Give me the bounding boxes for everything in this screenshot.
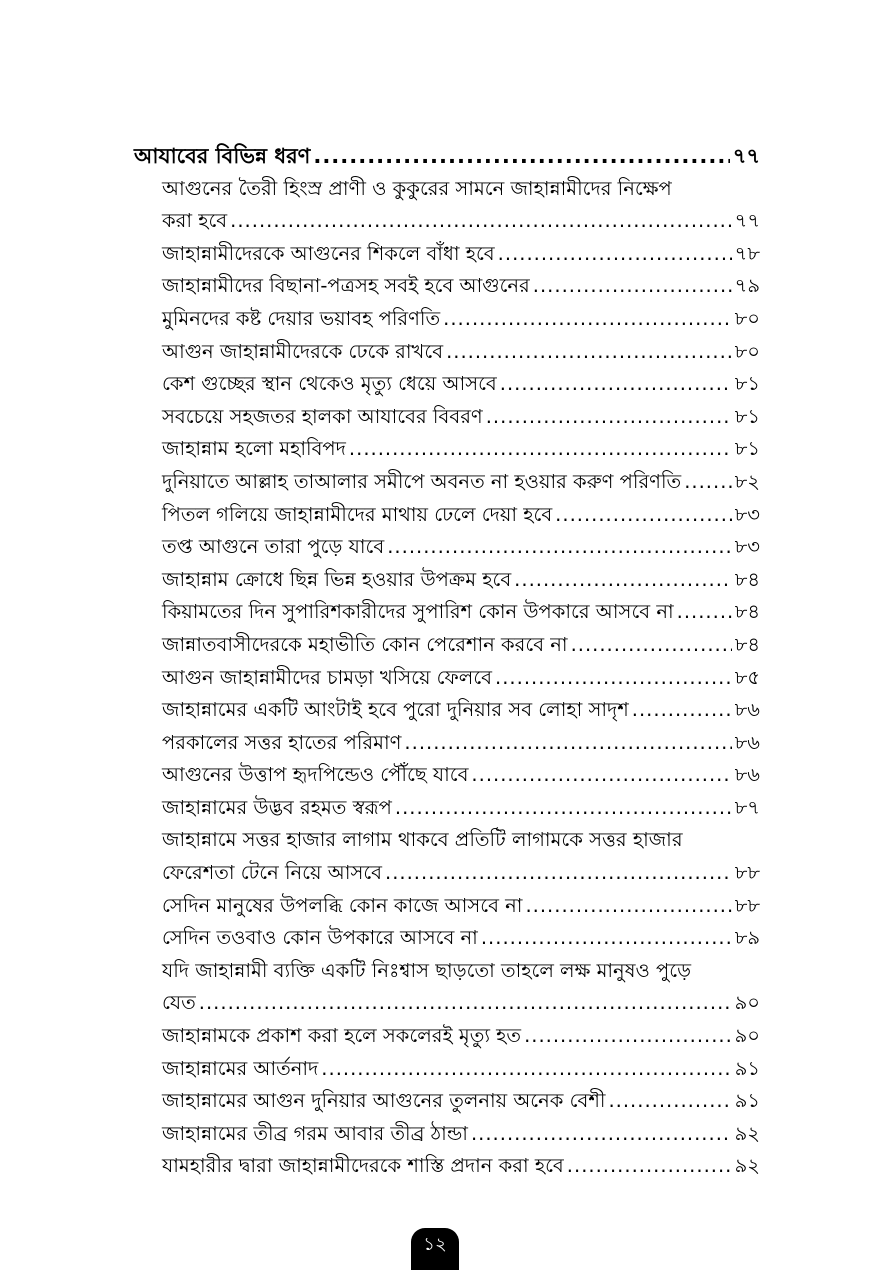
toc-entry	[134, 466, 760, 499]
toc-entry-page: ৭৯	[734, 274, 760, 298]
dot-leader	[481, 922, 732, 955]
toc-entry	[134, 173, 760, 238]
dot-leader	[387, 531, 731, 564]
toc-entry-page: ৮৪	[734, 567, 760, 591]
dot-leader	[349, 433, 732, 466]
toc-entry	[134, 303, 760, 336]
dot-leader	[230, 205, 731, 238]
toc-entry-title: আগুন জাহান্নামীদেরকে ঢেকে রাখবে	[162, 339, 444, 363]
toc-entry-title: জাহান্নাম ক্রোধে ছিন্ন ভিন্ন হওয়ার উপক্রম হবে	[162, 567, 512, 591]
dot-leader	[446, 336, 732, 369]
toc-entry-page: ৮০	[734, 306, 760, 330]
toc-entry-title: জাহান্নামের তীব্র গরম আবার তীব্র ঠান্ডা	[162, 1121, 468, 1145]
page-number: ১২	[423, 1234, 447, 1255]
toc-entry	[134, 694, 760, 727]
dot-leader	[498, 238, 732, 271]
toc-entry-title: জাহান্নামীদেরকে আগুনের শিকলে বাঁধা হবে	[162, 241, 495, 265]
dot-leader	[321, 1053, 731, 1086]
toc-entry-title: জাহান্নামের আর্তনাদ	[162, 1056, 319, 1080]
section-title: আযাবের বিভিন্ন ধরণ	[134, 144, 311, 168]
dot-leader	[555, 499, 731, 532]
toc-entry-title: ফেরেশতা টেনে নিয়ে আসবে	[162, 861, 383, 885]
toc-entry	[134, 629, 760, 662]
toc-entry	[134, 1053, 760, 1086]
toc-entries	[134, 173, 760, 1183]
toc-entry-page: ৮৪	[734, 600, 760, 624]
toc-entry-title: জাহান্নামে সত্তর হাজার লাগাম থাকবে প্রতিটি লাগামকে সত্তর হাজার	[162, 828, 683, 852]
toc-entry	[134, 531, 760, 564]
toc-entry	[134, 270, 760, 303]
toc-entry-title: কিয়ামতের দিন সুপারিশকারীদের সুপারিশ কোন উপকারে আসবে না	[162, 600, 674, 624]
section-page: ৭৭	[732, 144, 760, 168]
dot-leader	[632, 694, 732, 727]
dot-leader	[486, 401, 732, 434]
toc-entry-title: জাহান্নামের উদ্ভব রহমত স্বরূপ	[162, 795, 392, 819]
toc-entry-title: জাহান্নামের একটি আংটাই হবে পুরো দুনিয়ার সব লোহা সাদৃশ	[162, 698, 629, 722]
dot-leader	[443, 303, 732, 336]
toc-entry-page: ৮৮	[734, 893, 760, 917]
toc-entry-page: ৯১	[734, 1089, 760, 1113]
toc-entry-title: দুনিয়াতে আল্লাহ তাআলার সমীপে অবনত না হওয়ার করুণ পরিণতি	[162, 469, 682, 493]
toc-entry-title: কেশ গুচ্ছের স্থান থেকেও মৃত্যু ধেয়ে আসবে	[162, 372, 497, 396]
toc-entry	[134, 336, 760, 369]
dot-leader	[313, 140, 729, 173]
dot-leader	[524, 1020, 732, 1053]
dot-leader	[471, 1118, 732, 1151]
toc-entry	[134, 499, 760, 532]
toc-entry-page: ৯২	[734, 1121, 760, 1145]
toc-entry-title: সবচেয়ে সহজতর হালকা আযাবের বিবরণ	[162, 404, 483, 428]
toc-entry-title: পরকালের সত্তর হাতের পরিমাণ	[162, 730, 402, 754]
toc-entry	[134, 1118, 760, 1151]
toc-entry	[134, 238, 760, 271]
toc-entry-page: ৯১	[734, 1056, 760, 1080]
toc-section-heading	[134, 140, 760, 173]
dot-leader	[471, 759, 731, 792]
toc-entry-page: ৮১	[734, 372, 760, 396]
toc-entry-page: ৭৮	[734, 241, 760, 265]
dot-leader	[571, 629, 732, 662]
toc-entry-title: জাহান্নামীদের বিছানা-পত্রসহ সবই হবে আগুনের	[162, 274, 530, 298]
toc-entry	[134, 433, 760, 466]
toc-entry-page: ৮৯	[734, 926, 760, 950]
toc-entry-title: যামহারীর দ্বারা জাহান্নামীদেরকে শাস্তি প্রদান করা হবে	[162, 1154, 564, 1178]
dot-leader	[567, 1150, 732, 1183]
page-number-tab	[411, 1228, 459, 1270]
toc-entry-title: জাহান্নামের আগুন দুনিয়ার আগুনের তুলনায় অনেক বেশী	[162, 1089, 606, 1113]
toc-entry	[134, 662, 760, 695]
toc-entry	[134, 727, 760, 760]
toc-entry-page: ৮৪	[734, 632, 760, 656]
dot-leader	[395, 792, 732, 825]
dot-leader	[199, 987, 732, 1020]
toc-entry-page: ৯২	[734, 1154, 760, 1178]
toc-entry-title: তপ্ত আগুনে তারা পুড়ে যাবে	[162, 535, 385, 559]
toc-entry-title: সেদিন মানুষের উপলব্ধি কোন কাজে আসবে না	[162, 893, 523, 917]
toc-entry-title: যদি জাহান্নামী ব্যক্তি একটি নিঃশ্বাস ছাড়তো তাহলে লক্ষ মানুষও পুড়ে	[162, 958, 691, 982]
toc-entry-page: ৮৬	[734, 763, 760, 787]
toc-entry	[134, 1085, 760, 1118]
toc-entry-page: ৮৬	[734, 730, 760, 754]
toc-entry-page: ৮৫	[734, 665, 760, 689]
dot-leader	[525, 890, 731, 923]
toc-entry-page: ৮২	[734, 469, 760, 493]
toc-entry-title: জাহান্নামকে প্রকাশ করা হলে সকলেরই মৃত্যু হত	[162, 1024, 522, 1048]
toc-entry-title: আগুন জাহান্নামীদের চামড়া খসিয়ে ফেলবে	[162, 665, 493, 689]
dot-leader	[495, 662, 732, 695]
toc-entry-page: ৮৮	[734, 861, 760, 885]
toc-entry-page: ৮৩	[734, 502, 760, 526]
dot-leader	[500, 368, 732, 401]
toc-entry-page: ৮৬	[734, 698, 760, 722]
toc-entry	[134, 401, 760, 434]
toc-entry-page: ৮১	[734, 437, 760, 461]
toc-entry	[134, 368, 760, 401]
toc-entry	[134, 564, 760, 597]
toc-entry	[134, 596, 760, 629]
dot-leader	[514, 564, 732, 597]
toc-entry	[134, 955, 760, 1020]
toc-entry-title: জান্নাতবাসীদেরকে মহাভীতি কোন পেরেশান করবে না	[162, 632, 568, 656]
toc-entry-title: আগুনের উত্তাপ হৃদপিন্ডেও পৌঁছে যাবে	[162, 763, 469, 787]
toc-entry	[134, 922, 760, 955]
toc-entry-title: করা হবে	[162, 209, 228, 233]
toc-entry-page: ৮১	[734, 404, 760, 428]
toc-entry	[134, 759, 760, 792]
toc-entry-page: ৯০	[734, 991, 760, 1015]
toc-entry-page: ৮৭	[734, 795, 760, 819]
toc-entry-title: জাহান্নাম হলো মহাবিপদ	[162, 437, 346, 461]
toc-entry	[134, 1020, 760, 1053]
toc-entry-page: ৮৩	[734, 535, 760, 559]
toc-entry-title: মুমিনদের কষ্ট দেয়ার ভয়াবহ পরিণতি	[162, 306, 441, 330]
dot-leader	[608, 1085, 731, 1118]
dot-leader	[533, 270, 732, 303]
toc-entry	[134, 824, 760, 889]
toc-entry	[134, 792, 760, 825]
toc-entry-title: আগুনের তৈরী হিংস্র প্রাণী ও কুকুরের সামনে জাহান্নামীদের নিক্ষেপ	[162, 176, 672, 200]
toc-entry-page: ৯০	[734, 1024, 760, 1048]
toc-entry-page: ৭৭	[734, 209, 760, 233]
dot-leader	[684, 466, 731, 499]
toc-entry-title: যেত	[162, 991, 196, 1015]
table-of-contents	[134, 140, 760, 1183]
toc-entry-title: সেদিন তওবাও কোন উপকারে আসবে না	[162, 926, 478, 950]
toc-entry-page: ৮০	[734, 339, 760, 363]
toc-entry	[134, 1150, 760, 1183]
dot-leader	[677, 596, 732, 629]
dot-leader	[385, 857, 732, 890]
toc-entry	[134, 890, 760, 923]
toc-entry-title: পিতল গলিয়ে জাহান্নামীদের মাথায় ঢেলে দেয়া হবে	[162, 502, 553, 526]
dot-leader	[404, 727, 731, 760]
